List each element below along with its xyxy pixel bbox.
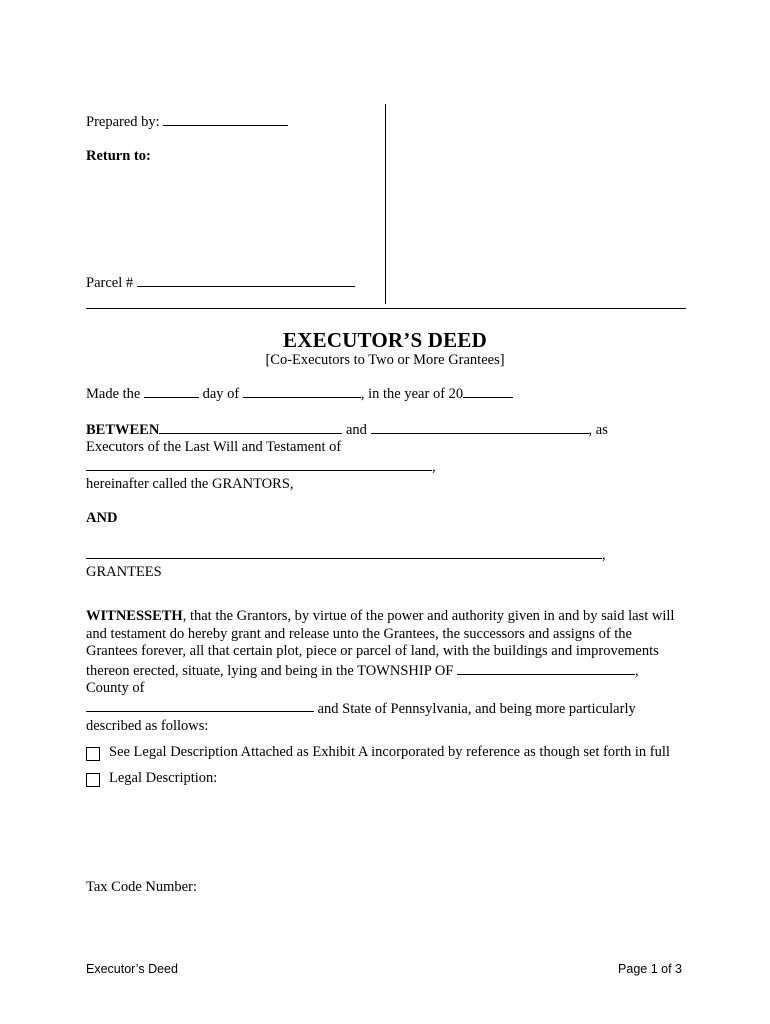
- executors-comma: ,: [432, 459, 436, 476]
- made-the-month-blank[interactable]: [243, 383, 361, 398]
- between-executor1-blank[interactable]: [159, 419, 342, 434]
- between-line: [86, 419, 682, 439]
- state-text: and State of Pennsylvania, and being more particularly: [314, 700, 636, 717]
- header-block: [86, 104, 686, 304]
- witnesseth-paragraph: [86, 608, 682, 735]
- executors-text: Executors of the Last Will and Testament of: [86, 439, 342, 456]
- footer-document-name: Executor’s Deed: [86, 962, 178, 976]
- legal-description-label: Legal Description:: [109, 770, 218, 787]
- between-label: BETWEEN: [86, 421, 160, 438]
- witnesseth-label: WITNESSETH: [86, 608, 183, 625]
- and-label: AND: [86, 509, 118, 526]
- grantees-line: [86, 544, 682, 581]
- document-body: [86, 383, 682, 787]
- grantees-blank[interactable]: [86, 544, 602, 559]
- footer-page-number: Page 1 of 3: [618, 962, 682, 976]
- exhibit-a-label: See Legal Description Attached as Exhibit A incorporated by reference as though set forth in full: [109, 744, 670, 761]
- made-the-line: [86, 383, 682, 403]
- made-the-text-2: day of: [198, 385, 243, 402]
- page-title: EXECUTOR’S DEED: [283, 328, 487, 352]
- executors-decedent-blank[interactable]: [86, 456, 432, 471]
- hereinafter-grantors-line: hereinafter called the GRANTORS,: [86, 476, 294, 493]
- parcel-row: [86, 272, 355, 292]
- made-the-text-3: , in the year of 20: [360, 385, 464, 402]
- made-the-text-1: Made the: [86, 385, 144, 402]
- made-the-year-blank[interactable]: [463, 383, 513, 398]
- header-horizontal-rule: [86, 308, 686, 309]
- between-and-text: and: [342, 421, 371, 438]
- checkbox-icon[interactable]: [86, 773, 100, 787]
- parcel-label: Parcel #: [86, 274, 137, 291]
- township-blank[interactable]: [457, 660, 635, 675]
- described-as-text: described as follows:: [86, 717, 209, 734]
- prepared-by-label: Prepared by:: [86, 113, 164, 130]
- prepared-by-blank[interactable]: [163, 111, 288, 126]
- header-vertical-divider: [385, 104, 386, 304]
- made-the-day-blank[interactable]: [144, 383, 199, 398]
- county-of-text: , County of: [86, 663, 639, 697]
- between-as-text: , as: [588, 421, 608, 438]
- witnesseth-text: , that the Grantors, by virtue of the power and authority given in and by said last will and testament do hereby grant and release unto the Grantees, the successors and assigns of the Grantees forever, all that certain plot, piece or parcel of land, with the buildings and improvements thereon erected, situate, lying and being in the TOWNSHIP OF: [86, 608, 675, 680]
- legal-description-checkbox-row[interactable]: [86, 770, 682, 787]
- exhibit-a-checkbox-row[interactable]: [86, 744, 682, 761]
- county-blank[interactable]: [86, 698, 314, 713]
- parcel-blank[interactable]: [137, 272, 355, 287]
- tax-code-number-label: Tax Code Number:: [86, 879, 197, 895]
- return-to-label: Return to:: [86, 148, 151, 164]
- between-executor2-blank[interactable]: [371, 419, 589, 434]
- prepared-by-row: [86, 111, 288, 131]
- executors-line: [86, 439, 682, 476]
- page-subtitle: [Co-Executors to Two or More Grantees]: [265, 352, 505, 368]
- grantees-tail-text: , GRANTEES: [86, 546, 606, 581]
- checkbox-icon[interactable]: [86, 747, 100, 761]
